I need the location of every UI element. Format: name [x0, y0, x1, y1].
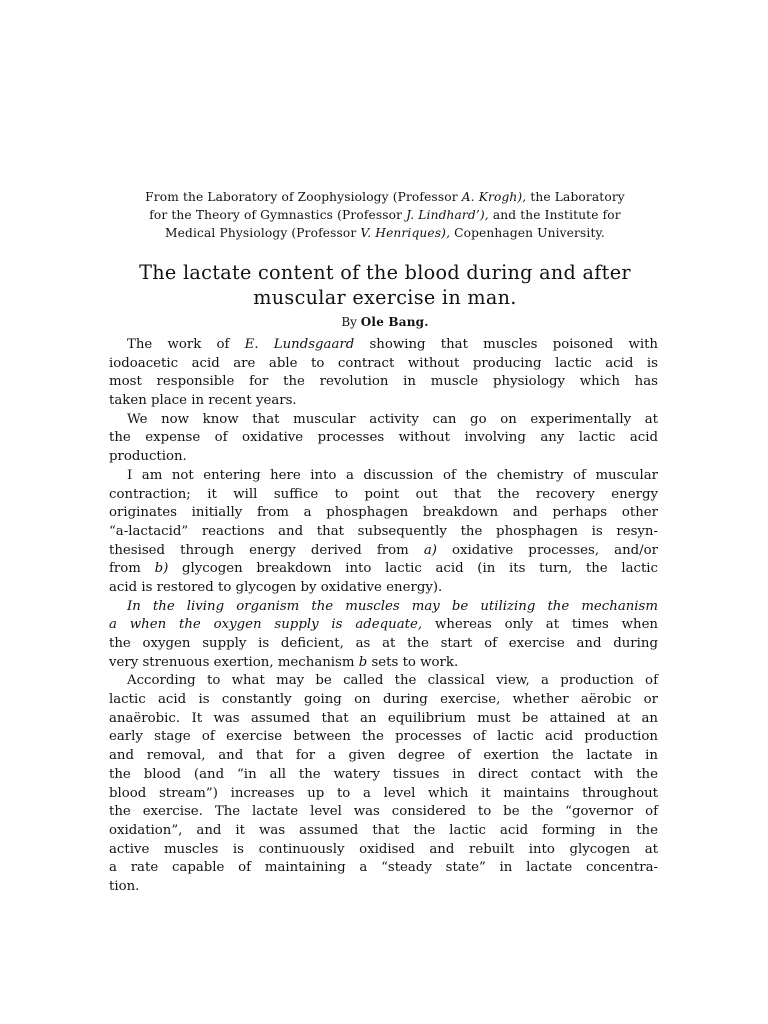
text-line: the blood (and “in all the watery tissues in direct contact with the [109, 766, 658, 782]
text-line: contraction; it will suffice to point out that the recovery energy [109, 486, 658, 502]
affiliation-line: Medical Physiology (Professor V. Henriques), Copenhagen University. [165, 226, 605, 240]
text-line: the expense of oxidative processes without involving any lactic acid [109, 430, 658, 446]
text-line: active muscles is continuously oxidised and rebuilt into glycogen at [109, 841, 658, 857]
text-line: originates initially from a phosphagen breakdown and perhaps other [109, 505, 658, 521]
text-line: taken place in recent years. [109, 393, 297, 409]
byline [90, 314, 680, 330]
text-line: In the living organism the muscles may be utilizing the mechanism [127, 598, 658, 614]
author-name: Ole Bang. [360, 315, 429, 329]
text-line: blood stream”) increases up to a level which it maintains throughout [109, 785, 658, 801]
text-line: thesised through energy derived from a) oxidative processes, and/or [109, 542, 658, 558]
article-title [90, 260, 680, 310]
text-line: a when the oxygen supply is adequate, whereas only at times when [109, 617, 658, 633]
text-line: a rate capable of maintaining a “steady state” in lactate concentra- [109, 860, 658, 876]
text-line: the oxygen supply is deficient, as at the start of exercise and during [109, 636, 658, 651]
text-line: and removal, and that for a given degree of exertion the lactate in [109, 748, 658, 764]
text-line: The work of E. Lundsgaard showing that muscles poisoned with [127, 337, 658, 352]
text-line: anaërobic. It was assumed that an equilibrium must be attained at an [109, 710, 658, 726]
text-line: I am not entering here into a discussion of the chemistry of muscular [127, 467, 658, 483]
text-line: most responsible for the revolution in muscle physiology which has [109, 374, 658, 390]
text-line: iodoacetic acid are able to contract without producing lactic acid is [109, 355, 658, 371]
text-line: According to what may be called the classical view, a production of [127, 673, 658, 689]
text-line: production. [109, 449, 187, 465]
title-line: The lactate content of the blood during and after [139, 261, 631, 284]
text-line: tion. [109, 878, 140, 894]
text-line: from b) glycogen breakdown into lactic acid (in its turn, the lactic [109, 561, 658, 577]
text-line: very strenuous exertion, mechanism b sets to work. [109, 654, 459, 670]
affiliation-line: From the Laboratory of Zoophysiology (Professor A. Krogh), the Laboratory [145, 190, 625, 204]
text-line: lactic acid is constantly going on during exercise, whether aërobic or [109, 692, 658, 708]
byline-prefix: By [341, 315, 361, 329]
affiliation-block [100, 188, 670, 242]
affiliation-line: for the Theory of Gymnastics (Professor J. Lindhard’), and the Institute for [149, 208, 621, 222]
title-line: muscular exercise in man. [253, 286, 517, 309]
text-line: We now know that muscular activity can go on experimentally at [127, 411, 658, 427]
article-body [109, 336, 658, 897]
text-line: “a-lactacid” reactions and that subsequently the phosphagen is resyn- [109, 523, 658, 539]
text-line: oxidation”, and it was assumed that the lactic acid forming in the [109, 822, 658, 838]
text-line: the exercise. The lactate level was considered to be the “governor of [109, 804, 658, 820]
text-line: early stage of exercise between the processes of lactic acid production [109, 729, 658, 745]
text-line: acid is restored to glycogen by oxidative energy). [109, 579, 443, 595]
